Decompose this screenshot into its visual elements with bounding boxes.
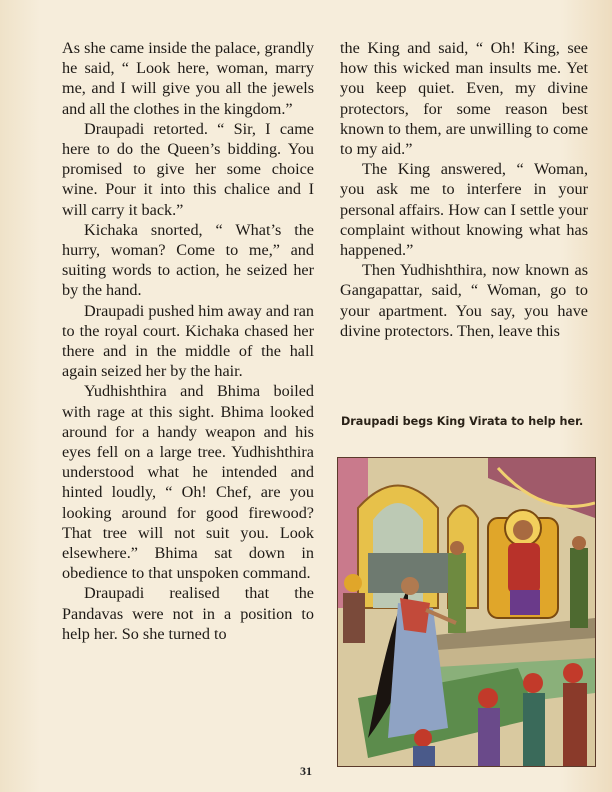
paragraph: As she came inside the palace, grandly he said, “ Look here, woman, marry me, and I will give you all the jewels and all the clothes in the kingdom.”: [62, 39, 314, 118]
paragraph: Yudhishthira and Bhima boiled with rage at this sight. Bhima looked around for a handy weapon and his eyes fell on a large tree. Yudhishthira understood what he intended and hinted loudly, “ Oh! Chef, are you looking around for good firewood? That tree will not suit you. Look elsewhere.” Bhima sat down in obedience to that unspoken command.: [62, 382, 314, 583]
paragraph: Draupadi retorted. “ Sir, I came here to do the Queen’s bidding. You promised to give her some choice wine. Pour it into this chalice and I will carry it back.”: [62, 119, 314, 219]
right-text-column: [340, 38, 588, 341]
paragraph: Draupadi realised that the Pandavas were not in a position to help her. So she turned to: [62, 584, 314, 643]
illustration-caption: Draupadi begs King Virata to help her.: [341, 415, 584, 428]
court-scene-drawing: [338, 458, 595, 766]
paragraph: Then Yudhishthira, now known as Gangapattar, said, “ Woman, go to your apartment. You say, you have divine protectors. Then, leave this: [340, 261, 588, 340]
page-number: 31: [300, 764, 312, 778]
court-illustration: [337, 457, 596, 767]
left-text-column: [62, 38, 314, 644]
paragraph: Draupadi pushed him away and ran to the royal court. Kichaka chased her there and in the middle of the hall again seized her by the hair.: [62, 301, 314, 381]
paragraph: Kichaka snorted, “ What’s the hurry, woman? Come to me,” and suiting words to action, he seized her by the hand.: [62, 220, 314, 300]
paragraph: the King and said, “ Oh! King, see how this wicked man insults me. Yet you keep quiet. Even, my divine protectors, for some reason best known to them, are unwilling to come to my aid.”: [340, 39, 588, 159]
paragraph: The King answered, “ Woman, you ask me to interfere in your personal affairs. How can I settle your complaint without knowing what has happened.”: [340, 160, 588, 260]
